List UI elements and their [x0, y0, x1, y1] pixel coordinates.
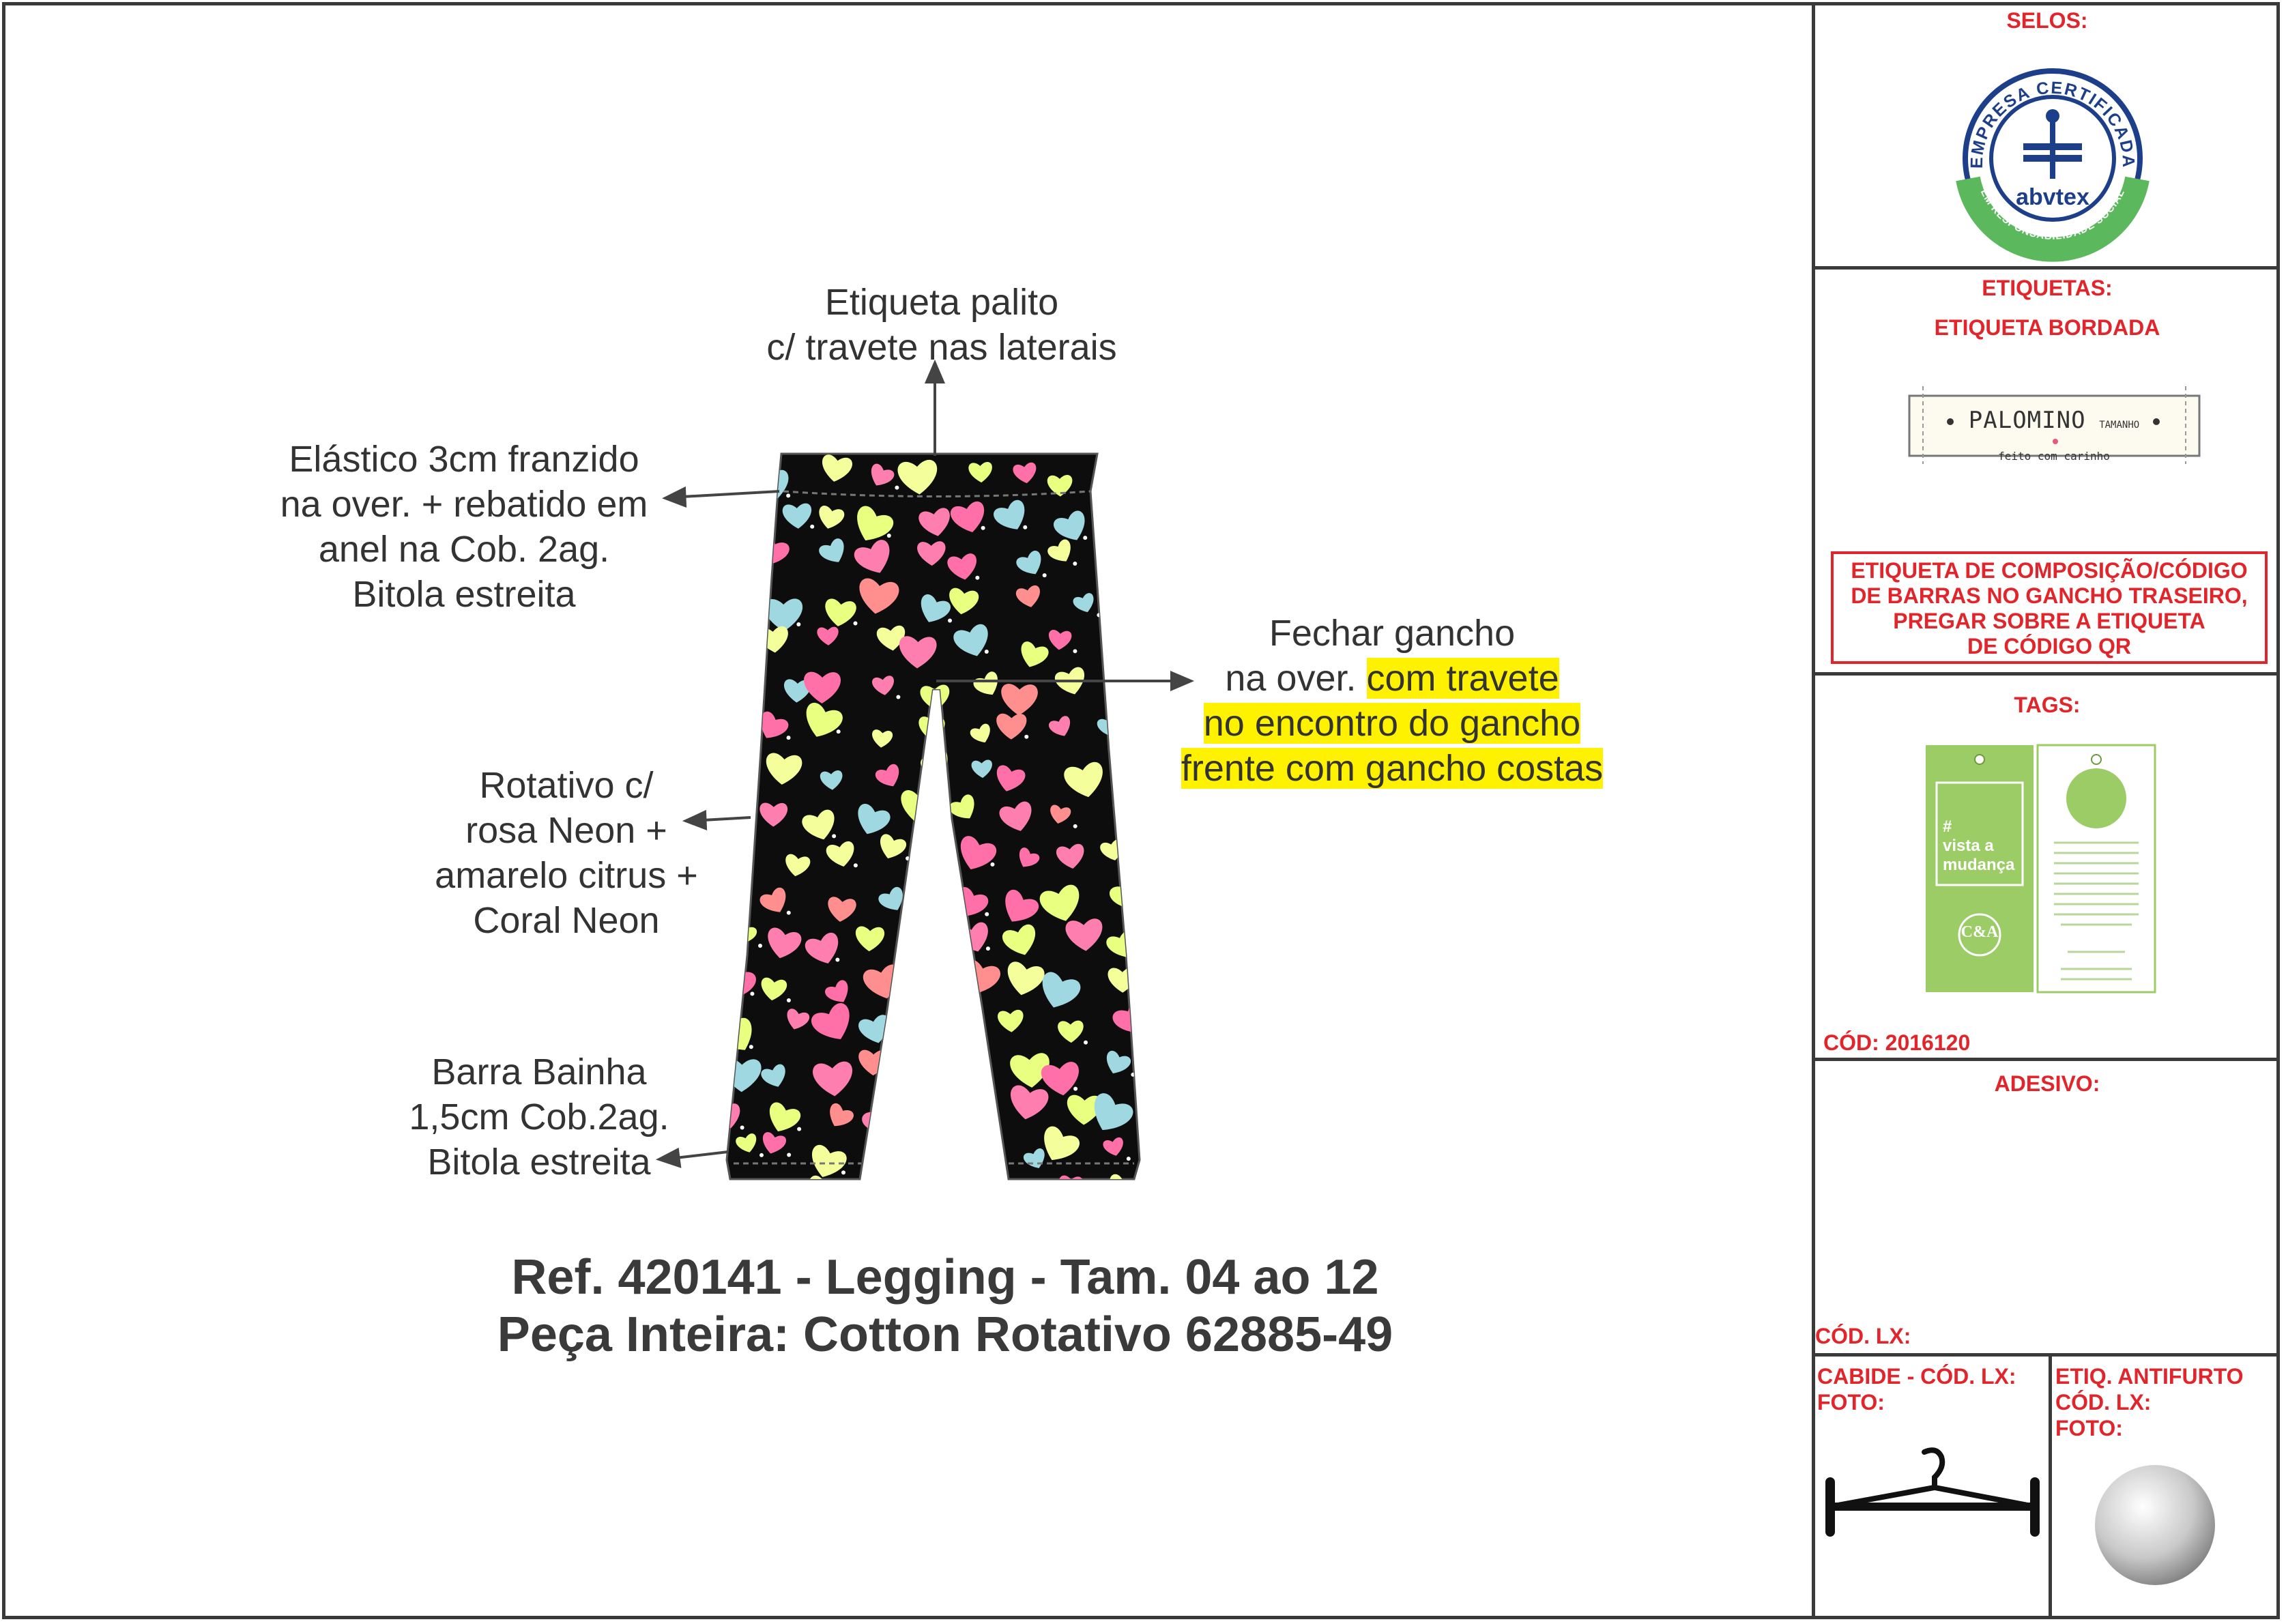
annotation-line: Bitola estreita	[427, 1142, 651, 1183]
annotation-highlight: com travete	[1366, 658, 1559, 699]
seal-bottom-text: EM RESPONSABILIDADE SOCIAL	[1978, 187, 2128, 242]
label-tagline: feito com carinho	[1998, 450, 2110, 463]
annotation-line: Etiqueta palito	[824, 282, 1059, 323]
cabide-block	[1817, 1363, 2016, 1415]
seal-brand: abvtex	[2016, 184, 2089, 210]
tags-header: TAGS:	[2014, 693, 2081, 717]
title-line: Ref. 420141 - Legging - Tam. 04 ao 12	[511, 1250, 1379, 1305]
tag-hash: #	[1943, 817, 1952, 836]
woven-label-text	[1965, 407, 2143, 463]
annotation-line: Coral Neon	[473, 900, 660, 941]
cabide-photo-label: FOTO:	[1817, 1390, 1885, 1415]
annotation-line: Bitola estreita	[352, 574, 576, 615]
antifurto-block	[2055, 1363, 2244, 1441]
label-size: TAMANHO	[2099, 420, 2140, 431]
composition-note-line: DE BARRAS NO GANCHO TRASEIRO,	[1851, 583, 2248, 608]
tag-text-line: vista a	[1943, 837, 1994, 855]
tag-text-line: mudança	[1943, 856, 2015, 874]
cabide-label: CABIDE - CÓD. LX:	[1817, 1364, 2016, 1389]
composition-note-box	[1831, 551, 2268, 664]
annotation-highlight: no encontro do gancho	[1203, 703, 1581, 744]
tag-code: CÓD: 2016120	[1823, 1030, 1971, 1055]
annotation-line: c/ travete nas laterais	[766, 327, 1117, 368]
annotation-line: Rotativo c/	[479, 765, 654, 806]
composition-note-line: ETIQUETA DE COMPOSIÇÃO/CÓDIGO	[1851, 558, 2248, 583]
title-line: Peça Inteira: Cotton Rotativo 62885-49	[497, 1307, 1393, 1362]
antifurto-photo-label: FOTO:	[2055, 1416, 2123, 1440]
annotation-line: amarelo citrus +	[435, 855, 698, 896]
etiqueta-bordada: ETIQUETA BORDADA	[1934, 315, 2160, 340]
tag-logo: C&A	[1961, 923, 1999, 941]
antifurto-label: ETIQ. ANTIFURTO	[2055, 1364, 2244, 1389]
annotation-line: rosa Neon +	[465, 810, 667, 851]
etiquetas-header: ETIQUETAS:	[1982, 276, 2113, 300]
label-brand: PALOMINO	[1968, 407, 2086, 434]
composition-note-line: PREGAR SOBRE A ETIQUETA	[1893, 609, 2205, 633]
hang-tag-text	[1943, 817, 2025, 875]
composition-note-line: DE CÓDIGO QR	[1967, 634, 2131, 658]
svg-text:EMPRESA CERTIFICADA	[1967, 78, 2138, 169]
selos-header: SELOS:	[2006, 8, 2088, 33]
annotation-line: na over. + rebatido em	[280, 484, 648, 525]
antifurto-code-label: CÓD. LX:	[2055, 1390, 2152, 1415]
annotation-line: Barra Bainha	[431, 1052, 647, 1092]
annotation-text: na over.	[1225, 658, 1357, 699]
annotation-highlight: frente com gancho costas	[1181, 748, 1604, 789]
annotation-line: anel na Cob. 2ag.	[318, 529, 610, 570]
annotation-line: Elástico 3cm franzido	[289, 439, 639, 480]
annotation-line: Fechar gancho	[1269, 613, 1516, 654]
cod-lx-label: CÓD. LX:	[1815, 1324, 1911, 1348]
seal-top-text: EMPRESA CERTIFICADA	[1967, 78, 2139, 169]
annotation-line: 1,5cm Cob.2ag.	[409, 1097, 669, 1137]
label-size-dot	[2053, 439, 2058, 444]
adesivo-header: ADESIVO:	[1994, 1071, 2100, 1096]
